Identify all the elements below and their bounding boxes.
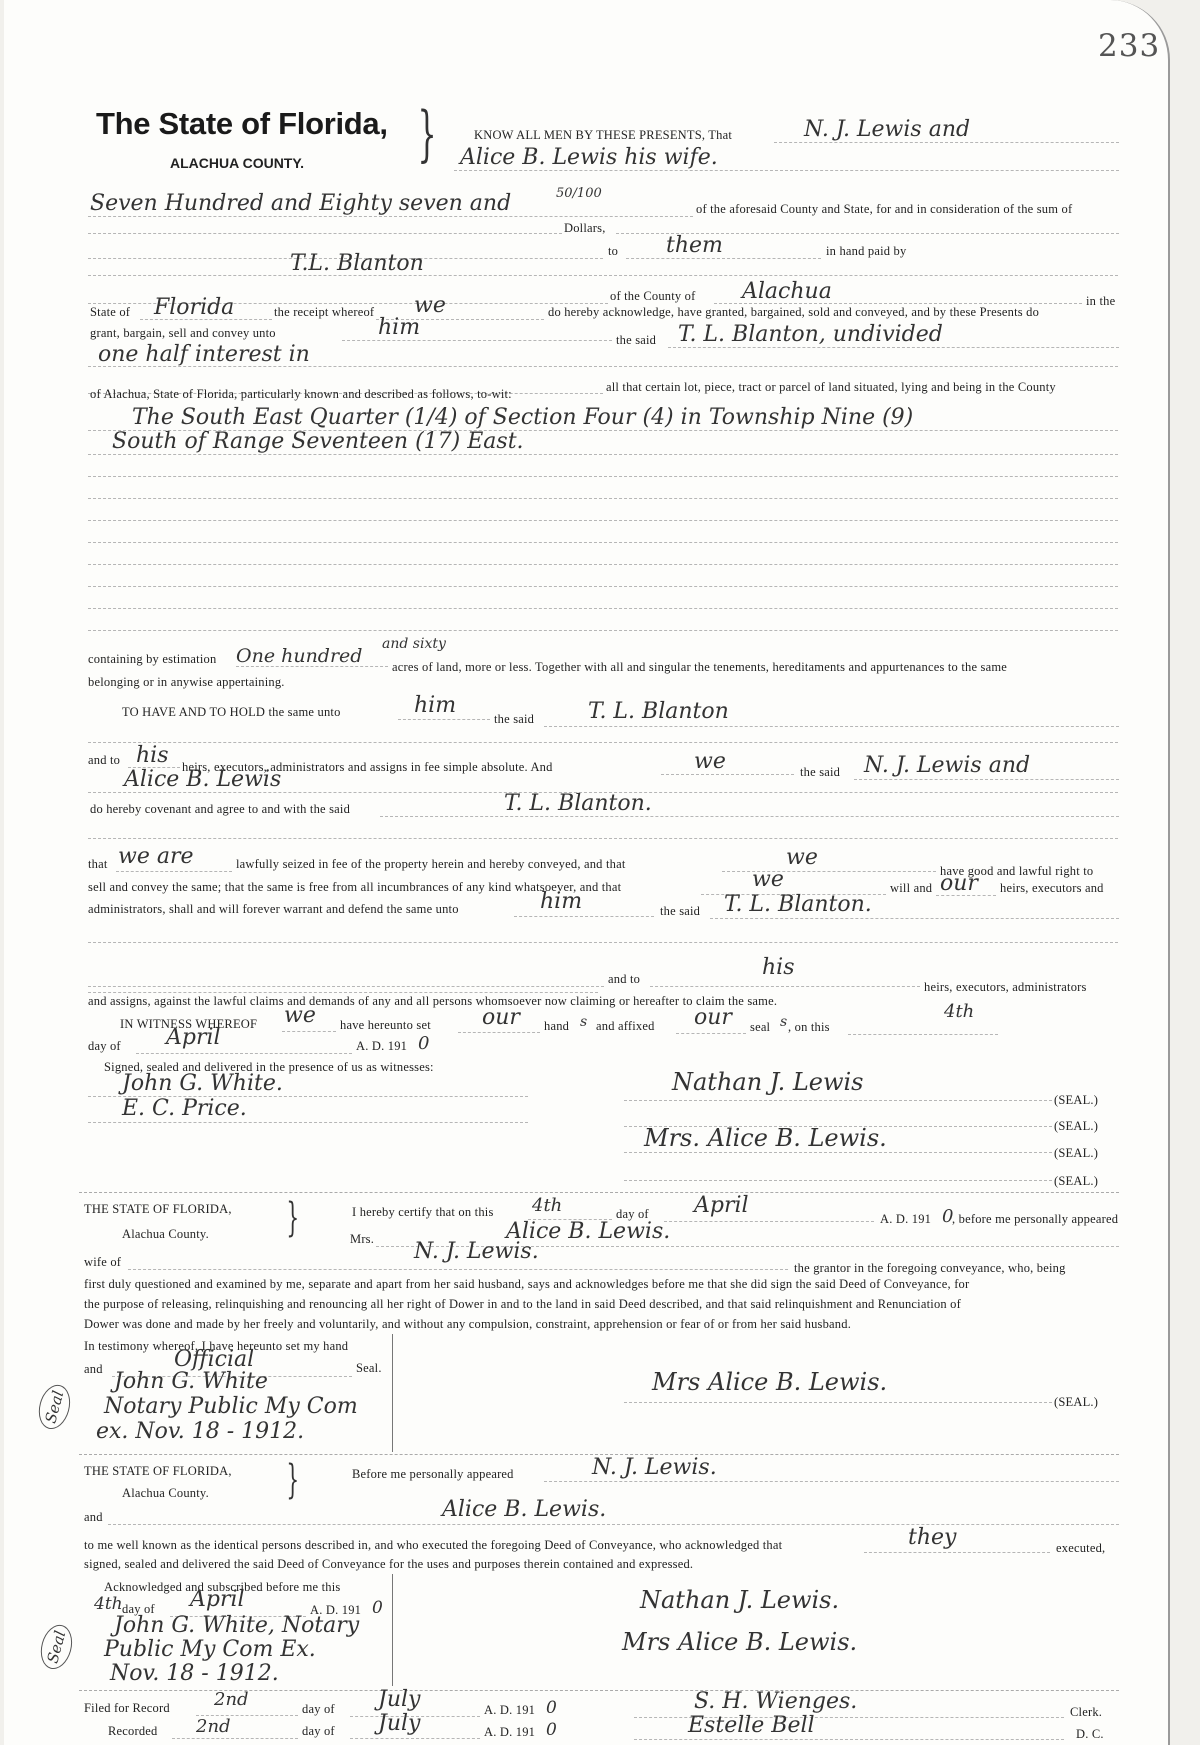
rule: [664, 1221, 874, 1222]
rule: [634, 1739, 1064, 1740]
right-handwriting: we: [786, 845, 818, 870]
all-certain-text: all that certain lot, piece, tract or parcel of land situated, lying and being in the County: [606, 380, 1056, 394]
rule: [88, 520, 1118, 521]
the-said-text: the said: [616, 333, 657, 347]
cert-brace: }: [286, 1195, 300, 1241]
to-whom-handwriting: them: [666, 233, 723, 258]
seized-handwriting: we are: [118, 844, 194, 869]
cert-state: THE STATE OF FLORIDA,: [84, 1202, 232, 1216]
acres-handwriting: One hundred: [236, 645, 363, 667]
clerk-handwriting: S. H. Wienges.: [694, 1689, 858, 1714]
rule: [136, 1053, 352, 1054]
rule: [88, 992, 598, 993]
ack-ad: A. D. 191: [310, 1603, 362, 1617]
day-of-text: day of: [88, 1039, 121, 1053]
ack-before-text: Before me personally appeared: [352, 1467, 514, 1481]
the-said-text: the said: [494, 712, 535, 726]
official-handwriting: Official: [174, 1347, 255, 1372]
ack-notary-stamp: Seal: [36, 1621, 77, 1672]
cert-ad: A. D. 191: [880, 1212, 932, 1226]
rule: [88, 564, 1118, 565]
ack-county: Alachua County.: [122, 1486, 209, 1500]
rule: [668, 347, 1119, 348]
grantor-text: the grantor in the foregoing conveyance, who, being: [794, 1261, 1066, 1275]
assigns-text: and assigns, against the lawful claims and demands of any and all persons whomsoever now claiming or hereafter to claim the same.: [88, 994, 778, 1008]
and-to-text: and to: [88, 753, 121, 767]
seal-label-4: (SEAL.): [1054, 1174, 1099, 1188]
receipt-text: the receipt whereof: [274, 305, 375, 319]
defend-grantee-handwriting: T. L. Blanton.: [724, 892, 872, 917]
certify-text: I hereby certify that on this: [352, 1205, 494, 1219]
containing-text-3: belonging or in anywise appertaining.: [88, 675, 285, 689]
the-said-text-2: the said: [800, 765, 841, 779]
rule: [88, 542, 1118, 543]
month-handwriting: April: [166, 1025, 221, 1050]
the-said-text-3: the said: [660, 904, 701, 918]
sell-line-text: sell and convey the same; that the same is free from all incumbrances of any kind whatsoever, and that: [88, 880, 622, 894]
rec-day-of: day of: [302, 1724, 335, 1738]
grantor-handwriting-2: Alice B. Lewis: [124, 767, 282, 792]
grantor-handwriting: N. J. Lewis and: [864, 753, 1031, 778]
rule: [88, 275, 1118, 276]
witness-2-handwriting: E. C. Price.: [122, 1096, 247, 1121]
rule: [88, 476, 1118, 477]
heirs-exec-text: heirs, executors and: [1000, 881, 1104, 895]
they-handwriting: they: [908, 1525, 957, 1550]
rule: [624, 1402, 1052, 1403]
grant-text: grant, bargain, sell and convey unto: [90, 326, 276, 340]
filed-day-of: day of: [302, 1702, 335, 1716]
page-number: 233: [1098, 28, 1161, 64]
description-line-2: South of Range Seventeen (17) East.: [112, 429, 524, 454]
rec-year-handwriting: 0: [546, 1720, 557, 1740]
in-the-text: in the: [1086, 294, 1116, 308]
in-witness-text: IN WITNESS WHEREOF: [120, 1017, 258, 1031]
to-have-text: TO HAVE AND TO HOLD the same unto: [122, 705, 341, 719]
notary-3-handwriting: ex. Nov. 18 - 1912.: [96, 1419, 305, 1444]
rule: [710, 918, 1119, 919]
rule: [88, 1122, 528, 1123]
rule: [342, 340, 612, 341]
grantors-handwriting: N. J. Lewis and: [804, 117, 971, 142]
rule: [458, 1032, 540, 1033]
ack-line-1: to me well known as the identical persons described in, and who executed the foregoing Deed of Conveyance, who acknowledged that: [84, 1538, 783, 1552]
amount-handwriting: Seven Hundred and Eighty seven and: [90, 191, 512, 216]
filed-year-handwriting: 0: [546, 1698, 557, 1718]
rule: [88, 986, 604, 987]
rule: [88, 216, 693, 217]
subscribed-text: Acknowledged and subscribed before me this: [104, 1580, 341, 1594]
cert-signature: Mrs Alice B. Lewis.: [652, 1368, 888, 1396]
signature-2: Mrs. Alice B. Lewis.: [644, 1124, 887, 1152]
rule: [650, 986, 920, 987]
husband-handwriting: N. J. Lewis.: [414, 1239, 539, 1264]
heirs-handwriting: his: [136, 743, 169, 768]
mrs-text: Mrs.: [350, 1232, 375, 1246]
and-to-text-2: and to: [608, 972, 641, 986]
rule: [624, 1100, 1052, 1101]
of-county-text: of the County of: [610, 289, 696, 303]
rec-day-handwriting: 2nd: [196, 1716, 231, 1737]
rule: [544, 1481, 1119, 1482]
header-brace: }: [417, 99, 437, 169]
ack-day-of: day of: [122, 1602, 155, 1616]
grantors-handwriting-2: Alice B. Lewis his wife.: [460, 145, 718, 170]
grantee-pronoun-handwriting: him: [378, 315, 421, 340]
rule: [88, 454, 1118, 455]
ack-notary-1-handwriting: John G. White, Notary: [114, 1613, 360, 1638]
cert-month-handwriting: April: [694, 1193, 749, 1218]
rule: [454, 170, 1119, 171]
rule: [624, 1152, 1052, 1153]
rule: [88, 742, 1118, 743]
containing-text-2: acres of land, more or less. Together with all and singular the tenements, hereditaments and appurtenances to the same: [392, 660, 1008, 674]
day-handwriting: 4th: [944, 1001, 975, 1022]
ack-person-2-handwriting: Alice B. Lewis.: [442, 1497, 607, 1522]
heirs-admin-text: heirs, executors, administrators: [924, 980, 1087, 994]
filed-month-handwriting: July: [378, 1687, 421, 1712]
have-right-text: have good and lawful right to: [940, 864, 1094, 878]
on-this-text: , on this: [788, 1020, 830, 1034]
rule: [88, 586, 1118, 587]
ack-state: THE STATE OF FLORIDA,: [84, 1464, 232, 1478]
cert-line-1: first duly questioned and examined by me, separate and apart from her said husband, says and acknowledges before me that she did sign the said Deed of Conveyance, for: [84, 1277, 970, 1291]
filed-text: Filed for Record: [84, 1701, 170, 1715]
containing-text: containing by estimation: [88, 652, 217, 666]
rule: [88, 608, 1118, 609]
cert-seal-label: (SEAL.): [1054, 1395, 1099, 1409]
section-divider: [79, 1192, 1119, 1193]
state-handwriting: Florida: [154, 295, 235, 320]
ack-year-handwriting: 0: [372, 1598, 383, 1618]
rule: [88, 630, 1118, 631]
to-text: to: [608, 244, 619, 258]
seal-s-handwriting: s: [780, 1014, 788, 1030]
clerk-label: Clerk.: [1070, 1705, 1103, 1719]
rule: [128, 1269, 788, 1270]
that-text: that: [88, 857, 108, 871]
ack-signature-2: Mrs Alice B. Lewis.: [622, 1628, 858, 1656]
rule: [864, 1552, 1050, 1553]
signature-1: Nathan J. Lewis: [672, 1068, 864, 1096]
receipt-handwriting: we: [414, 293, 446, 318]
defend-handwriting: him: [540, 889, 583, 914]
ack-brace: }: [286, 1457, 300, 1503]
filed-day-handwriting: 2nd: [214, 1689, 249, 1710]
year-handwriting: 0: [418, 1033, 430, 1054]
rule: [116, 871, 232, 872]
notary-2-handwriting: Notary Public My Com: [104, 1394, 358, 1419]
notary-1-handwriting: John G. White: [114, 1369, 268, 1394]
ack-month-handwriting: April: [190, 1587, 245, 1612]
covenant-handwriting: T. L. Blanton.: [504, 791, 652, 816]
witness-1-handwriting: John G. White.: [122, 1071, 283, 1096]
cert-line-3: Dower was done and made by her freely and voluntarily, and without any compulsion, constraint, apprehension or fear of or from her said husband.: [84, 1317, 852, 1331]
hand-s-handwriting: s: [580, 1014, 588, 1030]
have-hereunto-text: have hereunto set: [340, 1018, 431, 1032]
rule: [676, 1033, 746, 1034]
rule: [88, 498, 1118, 499]
rule: [282, 1031, 336, 1032]
deed-page: [4, 0, 1170, 1745]
cert-day-of: day of: [616, 1207, 649, 1221]
notary-stamp: Seal: [34, 1381, 75, 1432]
cert-day-handwriting: 4th: [532, 1195, 563, 1216]
executed-text: executed,: [1056, 1541, 1106, 1555]
payer-handwriting: T.L. Blanton: [290, 251, 424, 276]
rule: [398, 719, 490, 720]
rule: [88, 942, 1118, 943]
ack-notary-2-handwriting: Public My Com Ex.: [104, 1637, 316, 1662]
ack-person-1-handwriting: N. J. Lewis.: [592, 1455, 717, 1480]
covenant-text: do hereby covenant and agree to and with the said: [90, 802, 351, 816]
ack-line-2: signed, sealed and delivered the said Deed of Conveyance for the uses and purposes therein contained and expressed.: [84, 1557, 694, 1571]
wife-handwriting: Alice B. Lewis.: [506, 1219, 671, 1244]
rule: [661, 774, 794, 775]
dc-handwriting: Estelle Bell: [688, 1713, 815, 1738]
seal-label-3: (SEAL.): [1054, 1146, 1099, 1160]
ack-signature-1: Nathan J. Lewis.: [640, 1586, 840, 1614]
dollars-text: Dollars,: [564, 221, 606, 235]
rule: [88, 233, 562, 234]
rule: [172, 1738, 298, 1739]
acres-handwriting-2: and sixty: [382, 636, 446, 652]
county-heading: ALACHUA COUNTY.: [170, 155, 305, 171]
will-and-text: will and: [890, 881, 933, 895]
ack-notary-3-handwriting: Nov. 18 - 1912.: [110, 1661, 279, 1686]
wife-of-text: wife of: [84, 1255, 122, 1269]
testimony-text: In testimony whereof, I have hereunto set my hand: [84, 1339, 349, 1353]
rule: [108, 1524, 1119, 1525]
in-hand-text: in hand paid by: [826, 244, 907, 258]
cert-and: and: [84, 1362, 103, 1376]
witness-we-handwriting: we: [284, 1003, 316, 1028]
county-handwriting: Alachua: [742, 279, 832, 304]
seal-label-2: (SEAL.): [1054, 1119, 1099, 1133]
rec-month-handwriting: July: [378, 1711, 421, 1736]
filed-ad: A. D. 191: [484, 1703, 536, 1717]
dc-label: D. C.: [1076, 1727, 1104, 1741]
seal-label-1: (SEAL.): [1054, 1093, 1099, 1107]
aforesaid-text: of the aforesaid County and State, for and in consideration of the sum of: [696, 202, 1073, 216]
and-handwriting: we: [694, 749, 726, 774]
cert-year-handwriting: 0: [942, 1206, 954, 1227]
description-line-1: The South East Quarter (1/4) of Section Four (4) in Township Nine (9): [132, 405, 914, 430]
know-all-text: KNOW ALL MEN BY THESE PRESENTS, That: [474, 128, 733, 142]
rule: [624, 1180, 1052, 1181]
cert-line-2: the purpose of releasing, relinquishing and renouncing all her right of Dower in and to the land in said Deed described, and that said relinquishment and Renunciation of: [84, 1297, 961, 1311]
will-handwriting: we: [752, 867, 784, 892]
cert-county: Alachua County.: [122, 1227, 209, 1241]
before-me-text: , before me personally appeared: [952, 1212, 1119, 1226]
heirs-text: heirs, executors, administrators and assigns in fee simple absolute. And: [182, 760, 553, 774]
rule: [626, 258, 821, 259]
our-handwriting-2: our: [694, 1005, 732, 1030]
rule: [380, 816, 1119, 817]
our-handwriting: our: [940, 871, 978, 896]
rule: [88, 838, 1118, 839]
interest-handwriting: one half interest in: [98, 342, 310, 367]
ack-and: and: [84, 1510, 103, 1524]
rec-ad: A. D. 191: [484, 1725, 536, 1739]
ack-day-handwriting: 4th: [94, 1594, 123, 1614]
seal-text: seal: [750, 1020, 771, 1034]
rule: [848, 1034, 998, 1035]
and-affixed-text: and affixed: [596, 1019, 655, 1033]
rule: [854, 779, 1119, 780]
of-alachua-text: of Alachua, State of Florida, particularly known and described as follows, to-wit:: [90, 387, 512, 401]
habendum-grantee-handwriting: T. L. Blanton: [588, 699, 729, 724]
state-of-text: State of: [90, 305, 131, 319]
rule: [514, 916, 654, 917]
signed-text: Signed, sealed and delivered in the presence of us as witnesses:: [104, 1060, 434, 1074]
admins-text: administrators, shall and will forever warrant and defend the same unto: [88, 902, 459, 916]
cert-seal-text: Seal.: [356, 1361, 382, 1375]
hand-text: hand: [544, 1019, 570, 1033]
document-title: The State of Florida,: [96, 106, 388, 141]
our-handwriting-1: our: [482, 1005, 520, 1030]
rule: [544, 726, 1119, 727]
ad-text: A. D. 191: [356, 1039, 408, 1053]
grantee-handwriting: T. L. Blanton, undivided: [678, 322, 943, 347]
rule: [350, 1738, 480, 1739]
rule: [774, 142, 1119, 143]
unto-handwriting: him: [414, 693, 457, 718]
seized-text: lawfully seized in fee of the property herein and hereby conveyed, and that: [236, 857, 626, 871]
recorded-text: Recorded: [108, 1724, 158, 1738]
his-handwriting: his: [762, 955, 795, 980]
cents-handwriting: 50/100: [556, 186, 602, 201]
acknowledge-text: do hereby acknowledge, have granted, bargained, sold and conveyed, and by these Presents do: [548, 305, 1040, 319]
